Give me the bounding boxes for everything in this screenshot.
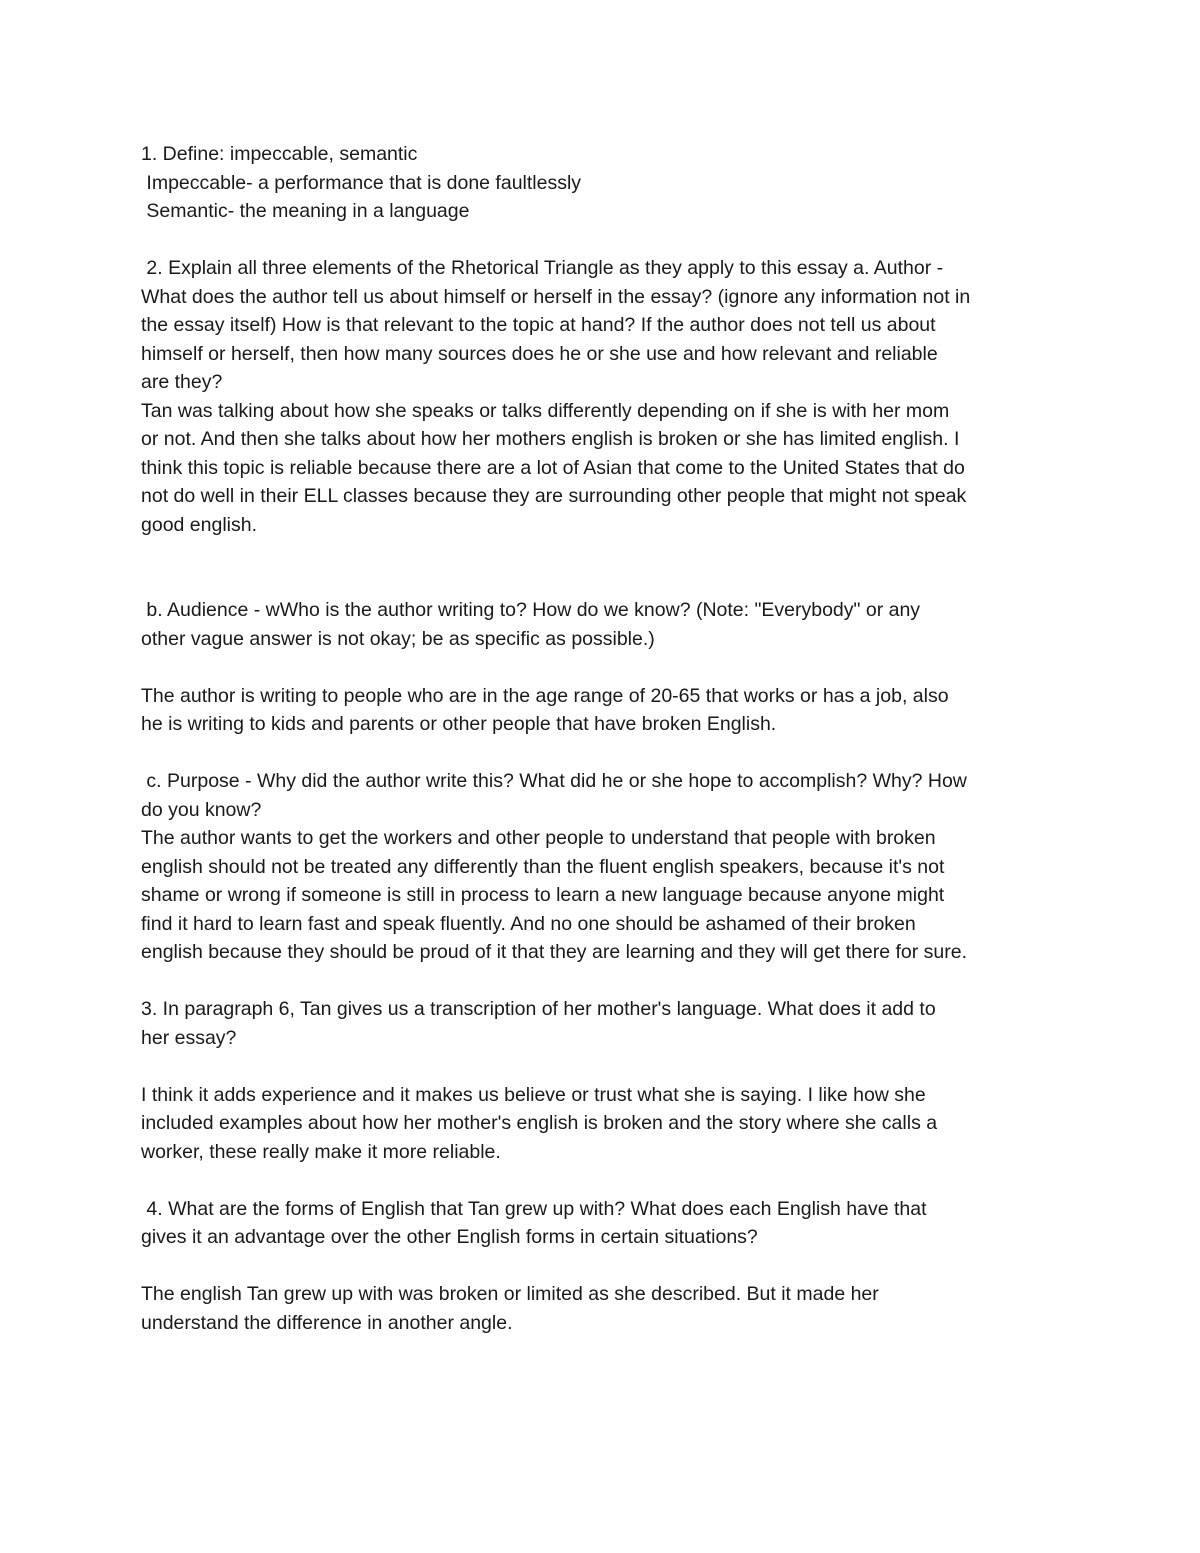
question-4-line: 4. What are the forms of English that Tan grew up with? What does each English have that — [141, 1197, 927, 1220]
answer-3-line: I think it adds experience and it makes us believe or trust what she is saying. I like how she — [141, 1083, 926, 1106]
question-2b-line: other vague answer is not okay; be as specific as possible.) — [141, 627, 655, 650]
answer-2c-line: shame or wrong if someone is still in process to learn a new language because anyone might — [141, 884, 945, 906]
answer-2-line: Tan was talking about how she speaks or talks differently depending on if she is with her mom — [141, 399, 950, 422]
answer-4-line: understand the difference in another angle. — [141, 1311, 513, 1334]
question-2c-line: c. Purpose - Why did the author write this? What did he or she hope to accomplish? Why? How — [141, 770, 967, 792]
answer-2c-line: find it hard to learn fast and speak fluently. And no one should be ashamed of their broken — [141, 912, 916, 935]
answer-2-line: think this topic is reliable because there are a lot of Asian that come to the United States that do — [141, 456, 965, 479]
paragraph-gap — [141, 1052, 1071, 1081]
answer-2c-line: english because they should be proud of it that they are learning and they will get there for sure. — [141, 941, 968, 963]
answer-4-line: The english Tan grew up with was broken or limited as she described. But it made her — [141, 1283, 879, 1305]
question-2c-line: do you know? — [141, 798, 262, 821]
answer-semantic: Semantic- the meaning in a language — [141, 200, 470, 222]
paragraph-gap — [141, 653, 1071, 682]
question-2b-line: b. Audience - wWho is the author writing to? How do we know? (Note: "Everybody" or any — [141, 599, 921, 621]
answer-3-line: worker, these really make it more reliable. — [141, 1140, 501, 1163]
question-2-line: himself or herself, then how many sources does he or she use and how relevant and reliable — [141, 342, 938, 365]
question-2-line: are they? — [141, 371, 223, 393]
answer-2-line: not do well in their ELL classes because they are surrounding other people that might not speak — [141, 485, 967, 507]
paragraph-gap — [141, 1166, 1071, 1195]
question-1: 1. Define: impeccable, semantic — [141, 143, 418, 165]
answer-impeccable: Impeccable- a performance that is done faultlessly — [141, 171, 582, 194]
answer-2b-line: he is writing to kids and parents or other people that have broken English. — [141, 713, 777, 735]
answer-2-line: good english. — [141, 513, 258, 536]
document-body — [141, 140, 1071, 1337]
question-2-line: the essay itself) How is that relevant to the topic at hand? If the author does not tell us about — [141, 314, 936, 336]
paragraph-gap — [141, 539, 1071, 596]
answer-2b-line: The author is writing to people who are in the age range of 20-65 that works or has a job, also — [141, 684, 949, 707]
answer-2c-line: english should not be treated any differently than the fluent english speakers, because it's not — [141, 855, 945, 878]
question-4-line: gives it an advantage over the other English forms in certain situations? — [141, 1226, 758, 1248]
question-2-line: What does the author tell us about himself or herself in the essay? (ignore any information not in — [141, 285, 971, 308]
paragraph-gap — [141, 967, 1071, 996]
paragraph-gap — [141, 226, 1071, 255]
paragraph-gap — [141, 739, 1071, 768]
question-2-line: 2. Explain all three elements of the Rhetorical Triangle as they apply to this essay a. Author - — [141, 257, 944, 279]
question-3-line: 3. In paragraph 6, Tan gives us a transcription of her mother's language. What does it add to — [141, 998, 936, 1020]
answer-2c-line: The author wants to get the workers and other people to understand that people with broken — [141, 827, 936, 849]
answer-3-line: included examples about how her mother's english is broken and the story where she calls a — [141, 1112, 938, 1134]
question-3-line: her essay? — [141, 1026, 237, 1049]
answer-2-line: or not. And then she talks about how her mothers english is broken or she has limited english. I — [141, 428, 960, 450]
paragraph-gap — [141, 1252, 1071, 1281]
